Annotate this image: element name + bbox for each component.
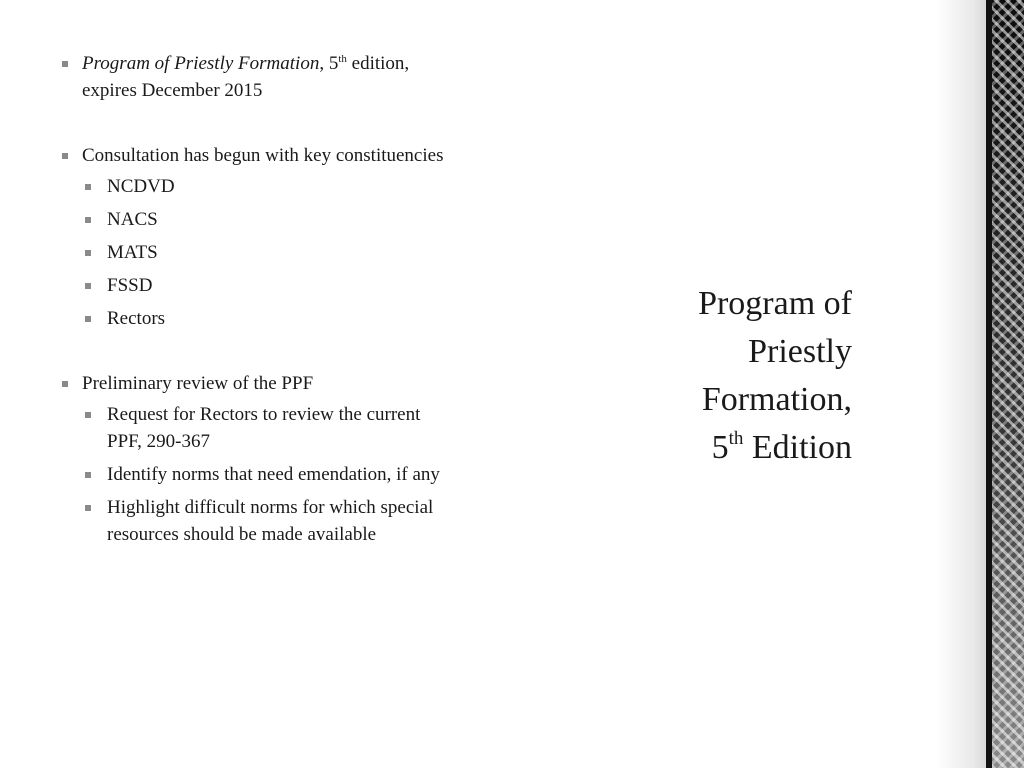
list-item-label: NACS: [107, 209, 158, 230]
square-bullet-icon: [62, 153, 68, 159]
bullet-item-consultation: [60, 142, 460, 332]
square-bullet-icon: [85, 184, 91, 190]
bullet-item-ppf-edition: [60, 50, 460, 104]
title-line-2: Priestly: [748, 333, 852, 370]
square-bullet-icon: [62, 381, 68, 387]
decorative-edge-pattern: [992, 0, 1024, 768]
list-item-label: Identify norms that need emendation, if any: [107, 464, 440, 485]
title-line-1: Program of: [698, 285, 852, 322]
title-edition-word: Edition: [743, 429, 852, 466]
bullet-list: [60, 50, 460, 554]
list-item-label: Highlight difficult norms for which special resources should be made available: [107, 497, 434, 545]
list-item-label: FSSD: [107, 275, 153, 296]
constituencies-list: [82, 173, 460, 332]
edge-shadow: [935, 0, 990, 768]
title-edition-superscript: th: [728, 428, 744, 449]
square-bullet-icon: [85, 316, 91, 322]
list-item: [82, 206, 460, 233]
edition-expiry-text: edition, expires December 2015: [82, 53, 410, 101]
list-item: [82, 173, 460, 200]
square-bullet-icon: [85, 217, 91, 223]
title-edition-number: 5: [711, 429, 729, 466]
square-bullet-icon: [62, 61, 68, 67]
edition-number: , 5: [319, 53, 339, 74]
list-item-label: NCDVD: [107, 176, 175, 197]
list-item-label: MATS: [107, 242, 158, 263]
title-line-3: Formation,: [701, 381, 852, 418]
list-item: [82, 494, 460, 548]
ppf-title-italic: Program of Priestly Formation: [82, 53, 320, 74]
review-steps-list: [82, 401, 460, 548]
list-item: [82, 461, 460, 488]
consultation-text: Consultation has begun with key constituencies: [82, 145, 444, 166]
preliminary-review-text: Preliminary review of the PPF: [82, 373, 314, 394]
square-bullet-icon: [85, 250, 91, 256]
edition-superscript: th: [338, 53, 347, 65]
list-item: [82, 272, 460, 299]
list-item-label: Rectors: [107, 308, 166, 329]
square-bullet-icon: [85, 283, 91, 289]
square-bullet-icon: [85, 472, 91, 478]
bullet-item-preliminary-review: [60, 370, 460, 548]
slide-title: [600, 280, 852, 472]
list-item: [82, 239, 460, 266]
list-item-label: Request for Rectors to review the current PPF, 290-367: [107, 404, 421, 452]
title-line-4: [600, 424, 852, 472]
list-item: [82, 305, 460, 332]
square-bullet-icon: [85, 412, 91, 418]
square-bullet-icon: [85, 505, 91, 511]
list-item: [82, 401, 460, 455]
